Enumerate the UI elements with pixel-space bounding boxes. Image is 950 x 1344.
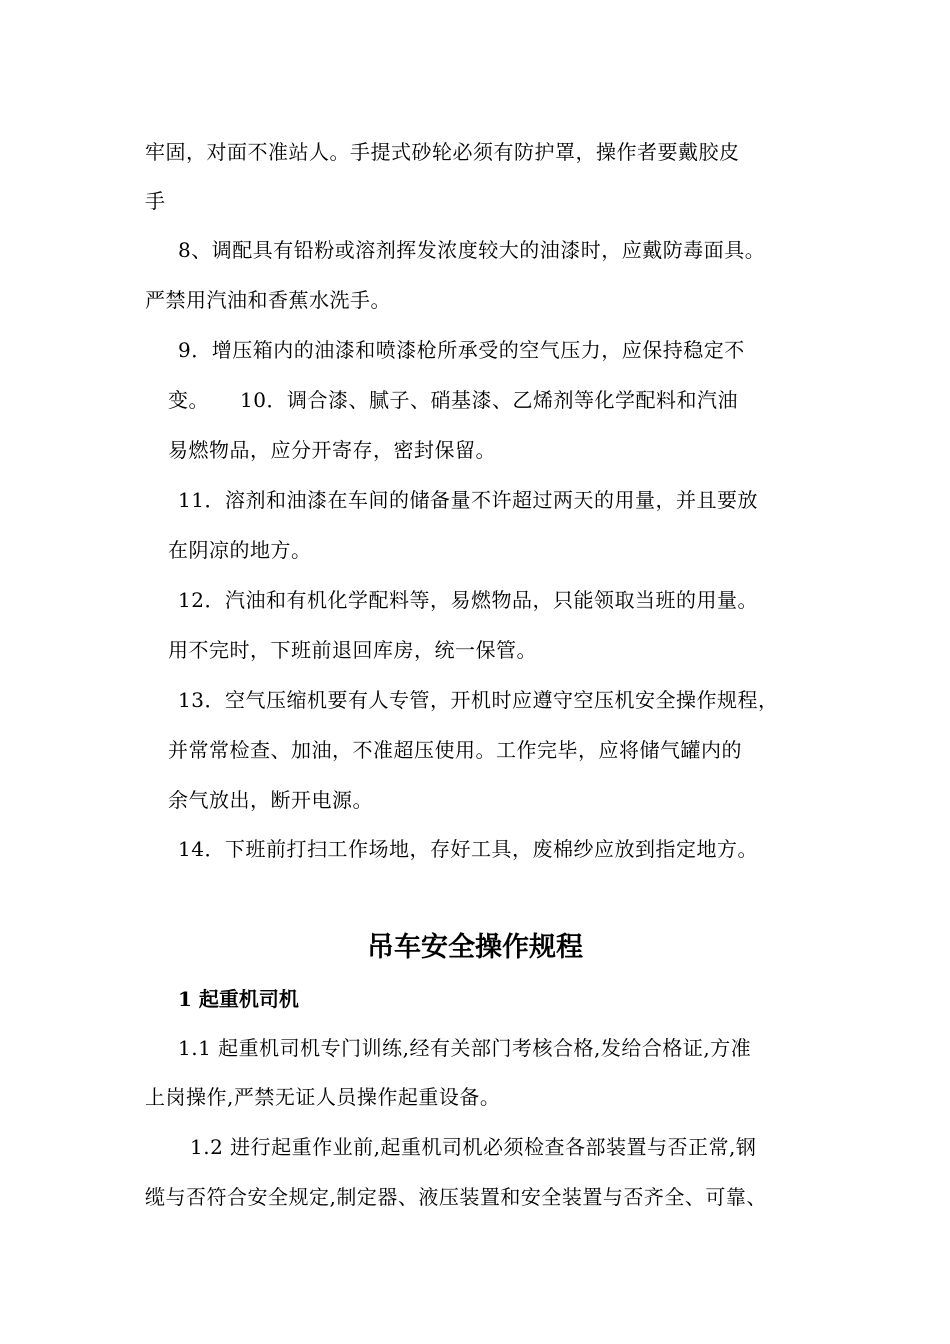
text-line: 并常常检查、加油，不准超压使用。工作完毕，应将储气罐内的 — [168, 738, 742, 762]
subsection-heading: 1 起重机司机 — [178, 987, 299, 1011]
text-line: 易燃物品，应分开寄存，密封保留。 — [168, 438, 496, 462]
text-line: 缆与否符合安全规定,制定器、液压装置和安全装置与否齐全、可靠、 — [145, 1185, 767, 1209]
text-line: 手 — [145, 189, 166, 213]
text-line: 余气放出，断开电源。 — [168, 788, 373, 812]
section-title: 吊车安全操作规程 — [367, 932, 583, 963]
text-line: 9．增压箱内的油漆和喷漆枪所承受的空气压力，应保持稳定不 — [178, 338, 745, 362]
text-line: 牢固，对面不准站人。手提式砂轮必须有防护罩，操作者要戴胶皮 — [145, 140, 740, 164]
text-line: 12．汽油和有机化学配料等，易燃物品，只能领取当班的用量。 — [178, 588, 758, 612]
text-line: 上岗操作,严禁无证人员操作起重设备。 — [145, 1085, 501, 1109]
text-line: 在阴凉的地方。 — [168, 538, 312, 562]
text-line: 11．溶剂和油漆在车间的储备量不许超过两天的用量，并且要放 — [178, 488, 758, 512]
text-line: 13．空气压缩机要有人专管，开机时应遵守空压机安全操作规程， — [178, 688, 779, 712]
text-line: 变。 10．调合漆、腻子、硝基漆、乙烯剂等化学配料和汽油 — [168, 388, 738, 412]
text-line: 1.1 起重机司机专门训练,经有关部门考核合格,发给合格证,方准 — [178, 1036, 752, 1060]
text-line: 用不完时，下班前退回库房，统一保管。 — [168, 638, 537, 662]
text-line: 严禁用汽油和香蕉水洗手。 — [145, 288, 391, 312]
text-line: 14．下班前打扫工作场地，存好工具，废棉纱应放到指定地方。 — [178, 837, 758, 861]
text-line: 1.2 进行起重作业前,起重机司机必须检查各部装置与否正常,钢 — [190, 1135, 757, 1159]
text-line: 8、调配具有铅粉或溶剂挥发浓度较大的油漆时，应戴防毒面具。 — [178, 238, 766, 262]
